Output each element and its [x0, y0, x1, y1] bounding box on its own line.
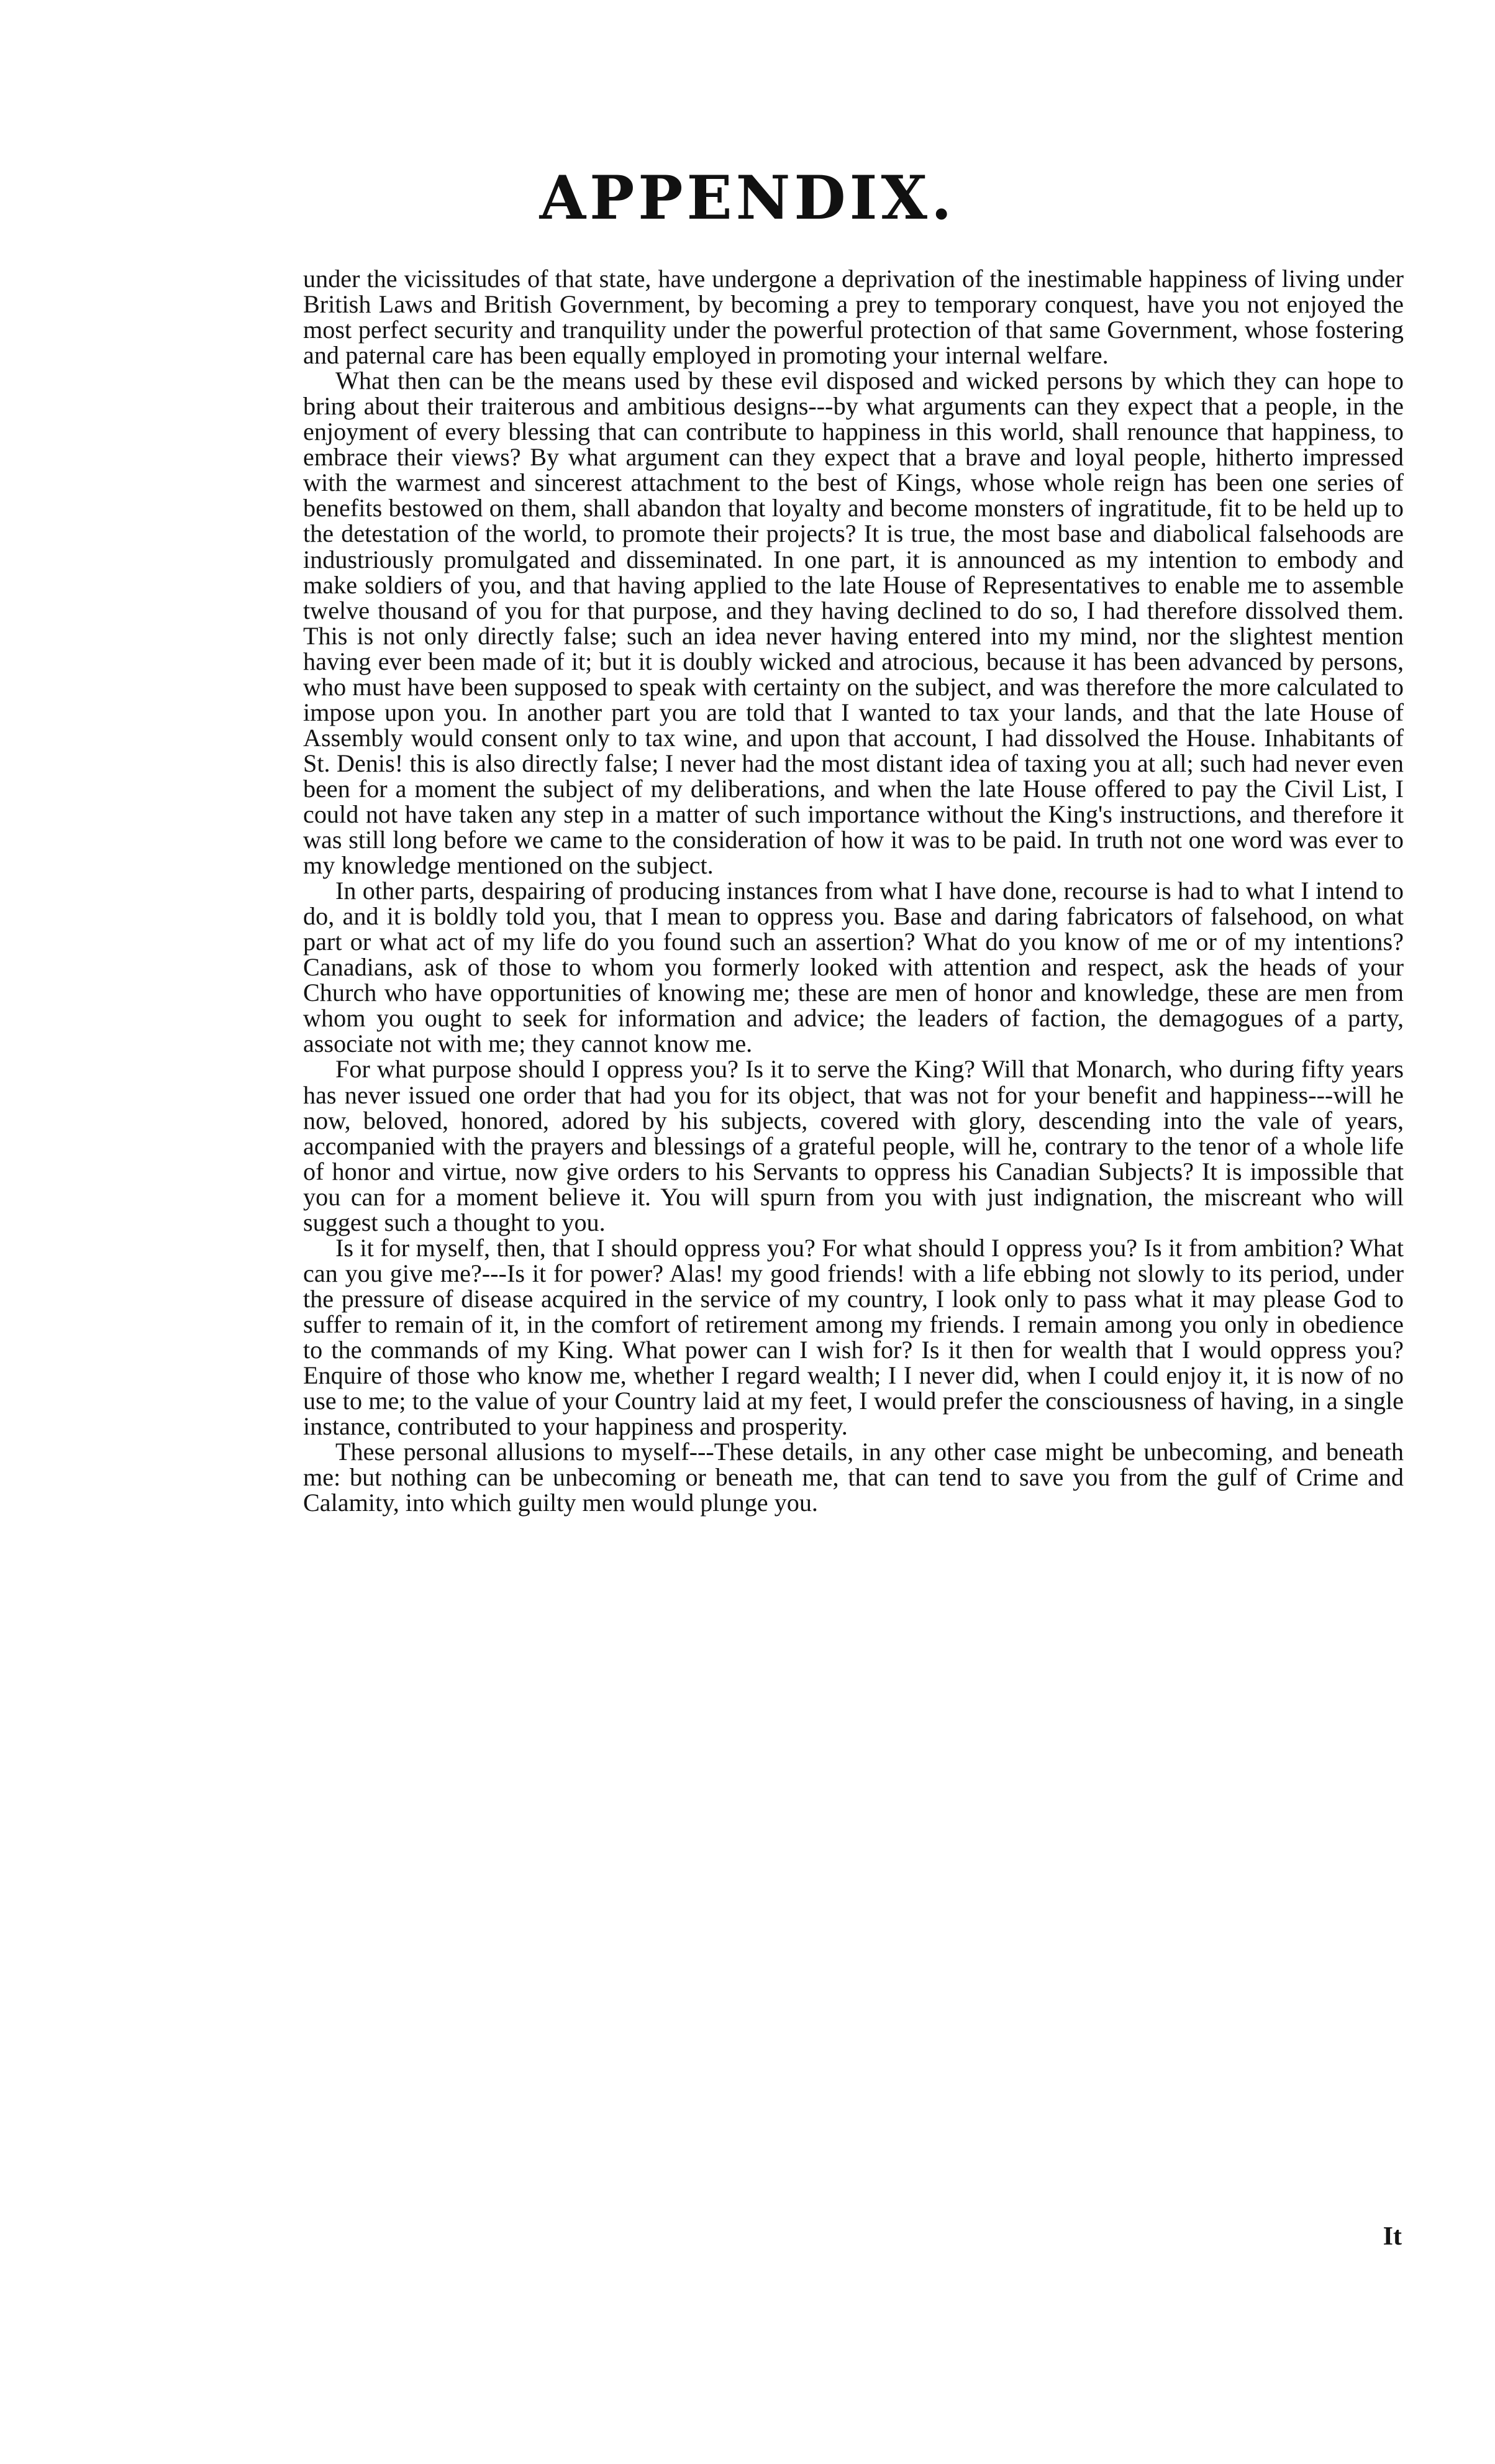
- paragraph-3: In other parts, despairing of producing instances from what I have done, recourse is had to what I intend to do, and it is boldly told you, that I mean to oppress you. Base and daring fabricators of falsehood, on what part or what act of my life do you found such an assertion? What do you know of me or of my intentions? Canadians, ask of those to whom you formerly looked with attention and respect, ask the heads of your Church who have opportunities of knowing me; these are men of honor and knowledge, these are men from whom you ought to seek for information and advice; the leaders of faction, the demagogues of a party, associate not with me; they cannot know me.: [303, 877, 1404, 1058]
- paragraph-2: What then can be the means used by these evil disposed and wicked persons by which they can hope to bring about their traiterous and ambitious designs---by what arguments can they expect that a people, in the enjoyment of every blessing that can contribute to happiness in this world, shall renounce that happiness, to embrace their views? By what argument can they expect that a brave and loyal people, hitherto impressed with the warmest and sincerest attachment to the best of Kings, whose whole reign has been one series of benefits bestowed on them, shall abandon that loyalty and become monsters of ingratitude, fit to be held up to the detestation of the world, to promote their projects? It is true, the most base and diabolical falsehoods are industriously promulgated and disseminated. In one part, it is announced as my intention to embody and make soldiers of you, and that having applied to the late House of Representatives to enable me to assemble twelve thousand of you for that purpose, and they having declined to do so, I had therefore dissolved them. This is not only directly false; such an idea never having entered into my mind, nor the slightest mention having ever been made of it; but it is doubly wicked and atrocious, because it has been advanced by persons, who must have been supposed to speak with certainty on the subject, and was therefore the more calculated to impose upon you. In another part you are told that I wanted to tax your lands, and that the late House of Assembly would consent only to tax wine, and upon that account, I had dissolved the House. Inhabitants of St. Denis! this is also directly false; I never had the most distant idea of taxing you at all; such had never even been for a moment the subject of my deliberations, and when the late House offered to pay the Civil List, I could not have taken any step in a matter of such importance without the King's instructions, and therefore it was still long before we came to the consideration of how it was to be paid. In truth not one word was ever to my knowledge mentioned on the subject.: [303, 367, 1404, 880]
- paragraph-5: Is it for myself, then, that I should oppress you? For what should I oppress you? Is it from ambition? What can you give me?---Is it for power? Alas! my good friends! with a life ebbing not slowly to its period, under the pressure of disease acquired in the service of my country, I look only to pass what it may please God to suffer to remain of it, in the comfort of retirement among my friends. I remain among you only in obedience to the commands of my King. What power can I wish for? Is it then for wealth that I would oppress you? Enquire of those who know me, whether I regard wealth; I I never did, when I could enjoy it, it is now of no use to me; to the value of your Country laid at my feet, I would prefer the consciousness of having, in a single instance, contributed to your happiness and prosperity.: [303, 1233, 1404, 1441]
- page-title: APPENDIX.: [539, 163, 956, 233]
- body-text: [303, 266, 1404, 1515]
- paragraph-1: under the vicissitudes of that state, have undergone a deprivation of the inestimable happiness of living under British Laws and British Government, by becoming a prey to temporary conquest, have you not enjoyed the most perfect security and tranquility under the powerful protection of that same Government, whose fostering and paternal care has been equally employed in promoting your internal welfare.: [303, 265, 1404, 370]
- paragraph-6: These personal allusions to myself---These details, in any other case might be unbecoming, and beneath me: but nothing can be unbecoming or beneath me, that can tend to save you from the gulf of Crime and Calamity, into which guilty men would plunge you.: [303, 1438, 1404, 1517]
- catchword: It: [1383, 2222, 1402, 2251]
- paragraph-4: For what purpose should I oppress you? Is it to serve the King? Will that Monarch, who during fifty years has never issued one order that had you for its object, that was not for your benefit and happiness---will he now, beloved, honored, adored by his subjects, covered with glory, descending into the vale of years, accompanied with the prayers and blessings of a grateful people, will he, contrary to the tenor of a whole life of honor and virtue, now give orders to his Servants to oppress his Canadian Subjects? It is impossible that you can for a moment believe it. You will spurn from you with just indignation, the miscreant who will suggest such a thought to you.: [303, 1055, 1404, 1236]
